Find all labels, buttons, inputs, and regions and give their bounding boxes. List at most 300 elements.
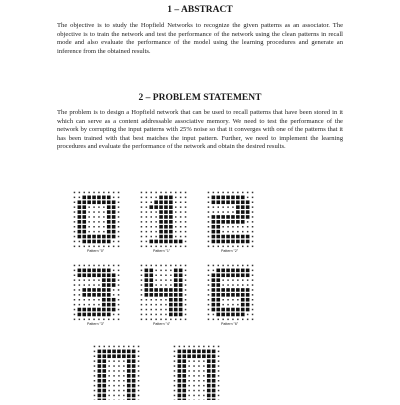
pixel-on (107, 293, 111, 297)
pixel-on (127, 354, 131, 358)
pixel-off (208, 294, 210, 296)
pixel-off (208, 231, 210, 233)
pixel-off (155, 192, 157, 194)
pixel-on (164, 220, 168, 224)
pixel-off (185, 246, 187, 248)
pixel-on (164, 225, 168, 229)
pixel-off (151, 299, 153, 301)
pixel-on (107, 288, 111, 292)
pixel-on (164, 240, 168, 244)
pixel-on (182, 384, 186, 388)
pixel-on (169, 205, 173, 209)
pixel-off (198, 360, 200, 362)
pixel-off (98, 221, 100, 223)
pixel-on (179, 288, 183, 292)
pixel-off (185, 211, 187, 213)
pixel-off (160, 265, 162, 267)
pixel-off (193, 365, 195, 367)
pixel-off (118, 197, 120, 199)
pixel-on (216, 269, 220, 273)
pixel-off (108, 380, 110, 382)
pixel-off (175, 206, 177, 208)
pixel-off (237, 192, 239, 194)
pixel-off (237, 304, 239, 306)
pixel-on (102, 269, 106, 273)
pixel-on (97, 308, 101, 312)
pixel-off (113, 192, 115, 194)
pixel-off (165, 265, 167, 267)
pixel-on (226, 196, 230, 200)
pixel-off (103, 206, 105, 208)
pixel-on (127, 369, 131, 373)
pixel-off (222, 206, 224, 208)
pixel-on (192, 350, 196, 354)
pixel-off (146, 265, 148, 267)
pixel-on (216, 303, 220, 307)
pixel-on (127, 389, 131, 393)
pixel-on (236, 308, 240, 312)
pixel-on (169, 196, 173, 200)
pixel-on (159, 220, 163, 224)
pixel-on (78, 308, 82, 312)
pixel-off (247, 192, 249, 194)
pixel-off (93, 299, 95, 301)
pixel-on (127, 384, 131, 388)
pixel-off (247, 319, 249, 321)
pixel-off (242, 246, 244, 248)
pixel-off (213, 246, 215, 248)
pixel-off (118, 365, 120, 367)
pixel-off (232, 231, 234, 233)
pixel-off (74, 279, 76, 281)
pixel-off (88, 211, 90, 213)
problem-heading: 2 – PROBLEM STATEMENT (0, 93, 400, 103)
pixel-off (151, 314, 153, 316)
pixel-off (118, 304, 120, 306)
pixel-off (103, 226, 105, 228)
pixel-off (98, 206, 100, 208)
pixel-on (169, 215, 173, 219)
pixel-off (88, 284, 90, 286)
pixel-off (84, 279, 86, 281)
pixel-off (88, 246, 90, 248)
pixel-off (108, 385, 110, 387)
pixel-off (141, 192, 143, 194)
pixel-off (118, 385, 120, 387)
pixel-on (98, 374, 102, 378)
pixel-on (236, 200, 240, 204)
pixel-off (227, 279, 229, 281)
pixel-on (132, 379, 136, 383)
pixel-on (87, 240, 91, 244)
pixel-off (242, 265, 244, 267)
pixel-off (208, 192, 210, 194)
pixel-on (226, 273, 230, 277)
pixel-off (208, 284, 210, 286)
pixel-off (155, 246, 157, 248)
pixel-off (138, 375, 140, 377)
pixel-off (252, 202, 254, 204)
pixel-on (246, 298, 250, 302)
pixel-off (146, 236, 148, 238)
pixel-on (246, 273, 250, 277)
pixel-off (160, 275, 162, 277)
pixel-on (241, 269, 245, 273)
pixel-off (118, 309, 120, 311)
pixel-on (246, 269, 250, 273)
pixel-on (241, 273, 245, 277)
pixel-off (141, 265, 143, 267)
pixel-off (113, 365, 115, 367)
pixel-on (221, 288, 225, 292)
pixel-off (185, 206, 187, 208)
pixel-on (122, 350, 126, 354)
pixel-off (170, 319, 172, 321)
pixel-on (236, 313, 240, 317)
pixel-on (149, 278, 153, 282)
pixel-off (174, 346, 176, 348)
pixel-on (179, 283, 183, 287)
pixel-on (169, 230, 173, 234)
pixel-on (112, 205, 116, 209)
pixel-off (174, 375, 176, 377)
pixel-on (231, 313, 235, 317)
pixel-off (218, 265, 220, 267)
pixel-off (98, 319, 100, 321)
pixel-off (252, 221, 254, 223)
pixel-off (108, 265, 110, 267)
pixel-on (164, 230, 168, 234)
pixel-off (242, 192, 244, 194)
pixel-on (169, 313, 173, 317)
pixel-off (237, 265, 239, 267)
pixel-off (74, 275, 76, 277)
pixel-on (102, 374, 106, 378)
pixel-on (212, 308, 216, 312)
pixel-off (247, 279, 249, 281)
pixel-on (98, 389, 102, 393)
pixel-off (165, 309, 167, 311)
pixel-off (213, 319, 215, 321)
pixel-on (97, 313, 101, 317)
pixel-off (232, 265, 234, 267)
pixel-off (160, 270, 162, 272)
pixel-off (174, 351, 176, 353)
pixel-off (98, 279, 100, 281)
pixel-off (141, 231, 143, 233)
pixel-on (159, 200, 163, 204)
pixel-on (241, 235, 245, 239)
pixel-on (102, 369, 106, 373)
pixel-off (93, 279, 95, 281)
pixel-off (155, 284, 157, 286)
pixel-off (113, 270, 115, 272)
pixel-off (155, 299, 157, 301)
pixel-off (146, 221, 148, 223)
pixel-off (74, 241, 76, 243)
pixel-off (188, 395, 190, 397)
pixel-off (170, 270, 172, 272)
pixel-off (252, 294, 254, 296)
pixel-off (252, 197, 254, 199)
pixel-on (97, 196, 101, 200)
pixel-on (182, 350, 186, 354)
pixel-on (241, 303, 245, 307)
pixel-off (170, 275, 172, 277)
pixel-on (107, 205, 111, 209)
pixel-off (118, 236, 120, 238)
pixel-off (74, 319, 76, 321)
pixel-on (212, 288, 216, 292)
pixel-on (174, 298, 178, 302)
pixel-off (141, 221, 143, 223)
pixel-off (74, 216, 76, 218)
pixel-off (151, 216, 153, 218)
pixel-off (113, 380, 115, 382)
pixel-on (92, 273, 96, 277)
pixel-on (107, 210, 111, 214)
pixel-off (138, 395, 140, 397)
pixel-off (208, 241, 210, 243)
pixel-on (207, 389, 211, 393)
pixel-off (252, 231, 254, 233)
pixel-on (246, 303, 250, 307)
pixel-off (252, 309, 254, 311)
pixel-off (160, 309, 162, 311)
pixel-on (169, 220, 173, 224)
pixel-off (174, 370, 176, 372)
pixel-off (74, 294, 76, 296)
pixel-off (108, 375, 110, 377)
pixel-on (92, 240, 96, 244)
pixel-off (208, 216, 210, 218)
pixel-off (118, 265, 120, 267)
pixel-on (179, 278, 183, 282)
pixel-off (174, 395, 176, 397)
pixel-on (174, 283, 178, 287)
pixel-on (102, 196, 106, 200)
pixel-off (227, 192, 229, 194)
pixel-on (212, 384, 216, 388)
pixel-on (102, 283, 106, 287)
pixel-off (252, 241, 254, 243)
pixel-on (78, 200, 82, 204)
pixel-off (113, 241, 115, 243)
pixel-off (98, 231, 100, 233)
pixel-off (141, 299, 143, 301)
pixel-on (174, 293, 178, 297)
pixel-on (174, 269, 178, 273)
pixel-on (216, 273, 220, 277)
pixel-on (246, 288, 250, 292)
pixel-off (165, 284, 167, 286)
pixel-off (88, 216, 90, 218)
pixel-on (154, 293, 158, 297)
pixel-off (79, 289, 81, 291)
pixel-off (79, 265, 81, 267)
caption-pattern-2: Pattern "2" (221, 249, 238, 253)
pixel-off (218, 365, 220, 367)
pixel-off (113, 197, 115, 199)
pixel-off (188, 346, 190, 348)
pixel-off (247, 314, 249, 316)
pixel-off (138, 365, 140, 367)
pixel-off (94, 380, 96, 382)
pixel-on (202, 354, 206, 358)
pixel-on (164, 293, 168, 297)
pixel-off (99, 346, 101, 348)
pixel-off (93, 284, 95, 286)
pattern-grid-6 (208, 265, 254, 320)
pixel-on (226, 313, 230, 317)
pixel-off (208, 279, 210, 281)
pixel-off (138, 356, 140, 358)
pixel-on (182, 359, 186, 363)
pixel-on (164, 210, 168, 214)
pixel-off (141, 197, 143, 199)
pixel-on (236, 293, 240, 297)
pixel-off (123, 380, 125, 382)
pixel-off (188, 365, 190, 367)
pixel-off (185, 309, 187, 311)
pixel-off (98, 246, 100, 248)
pattern-grid-partial-a (94, 346, 140, 400)
pixel-on (154, 288, 158, 292)
pixel-off (252, 284, 254, 286)
pixel-off (113, 246, 115, 248)
pixel-off (218, 360, 220, 362)
pixel-off (222, 279, 224, 281)
pixel-off (193, 385, 195, 387)
pixel-off (93, 221, 95, 223)
pixel-off (155, 270, 157, 272)
pixel-off (155, 226, 157, 228)
pixel-on (182, 394, 186, 398)
pixel-on (226, 288, 230, 292)
pixel-on (98, 350, 102, 354)
pixel-off (208, 319, 210, 321)
pixel-off (208, 309, 210, 311)
pixel-off (103, 192, 105, 194)
pixel-on (107, 308, 111, 312)
pixel-on (169, 308, 173, 312)
pixel-off (141, 236, 143, 238)
pixel-on (98, 369, 102, 373)
pixel-on (159, 215, 163, 219)
pixel-off (227, 206, 229, 208)
pixel-off (74, 221, 76, 223)
pixel-off (94, 365, 96, 367)
pixel-on (117, 350, 121, 354)
pixel-off (227, 231, 229, 233)
pixel-off (222, 265, 224, 267)
pixel-on (97, 200, 101, 204)
pixel-off (108, 395, 110, 397)
pixel-off (118, 241, 120, 243)
pixel-off (252, 279, 254, 281)
pixel-off (94, 360, 96, 362)
pixel-off (222, 284, 224, 286)
pixel-off (141, 226, 143, 228)
pixel-on (97, 293, 101, 297)
pixel-on (212, 200, 216, 204)
pixel-off (138, 385, 140, 387)
caption-pattern-6: Pattern "6" (221, 322, 238, 326)
pixel-on (182, 369, 186, 373)
pixel-off (185, 319, 187, 321)
pixel-off (88, 231, 90, 233)
pixel-on (216, 235, 220, 239)
pixel-off (113, 370, 115, 372)
pixel-off (155, 279, 157, 281)
pixel-off (138, 360, 140, 362)
pattern-grid-partial-b (174, 346, 220, 400)
pixel-on (179, 308, 183, 312)
pixel-off (175, 265, 177, 267)
pixel-off (141, 284, 143, 286)
pixel-off (175, 226, 177, 228)
pixel-off (165, 299, 167, 301)
pixel-on (78, 215, 82, 219)
pixel-on (82, 273, 86, 277)
pixel-on (159, 235, 163, 239)
pixel-off (74, 284, 76, 286)
pixel-off (247, 284, 249, 286)
pixel-off (175, 197, 177, 199)
pixel-on (212, 225, 216, 229)
pixel-on (102, 235, 106, 239)
pixel-off (218, 356, 220, 358)
pixel-off (180, 192, 182, 194)
pixel-off (151, 231, 153, 233)
pixel-off (151, 309, 153, 311)
pixel-off (222, 226, 224, 228)
pixel-on (231, 308, 235, 312)
pixel-on (102, 394, 106, 398)
pixel-off (74, 265, 76, 267)
pattern-grid-1 (141, 192, 187, 247)
pixel-off (203, 395, 205, 397)
pixel-off (175, 246, 177, 248)
pixel-on (107, 225, 111, 229)
pixel-off (133, 346, 135, 348)
pixel-off (185, 284, 187, 286)
pixel-off (160, 246, 162, 248)
pixel-off (188, 370, 190, 372)
pixel-off (138, 370, 140, 372)
pixel-off (222, 319, 224, 321)
pixel-off (174, 356, 176, 358)
pixel-on (226, 240, 230, 244)
pixel-on (78, 269, 82, 273)
pixel-on (179, 303, 183, 307)
pixel-off (208, 314, 210, 316)
pixel-off (185, 241, 187, 243)
pixel-off (74, 304, 76, 306)
pixel-off (208, 226, 210, 228)
pixel-on (178, 394, 182, 398)
pixel-on (164, 235, 168, 239)
pixel-off (123, 385, 125, 387)
pattern-grid-4 (141, 265, 187, 320)
pixel-off (155, 236, 157, 238)
pixel-off (208, 275, 210, 277)
pixel-on (159, 225, 163, 229)
pixel-off (151, 319, 153, 321)
pixel-on (132, 374, 136, 378)
pixel-on (102, 379, 106, 383)
pixel-off (93, 265, 95, 267)
